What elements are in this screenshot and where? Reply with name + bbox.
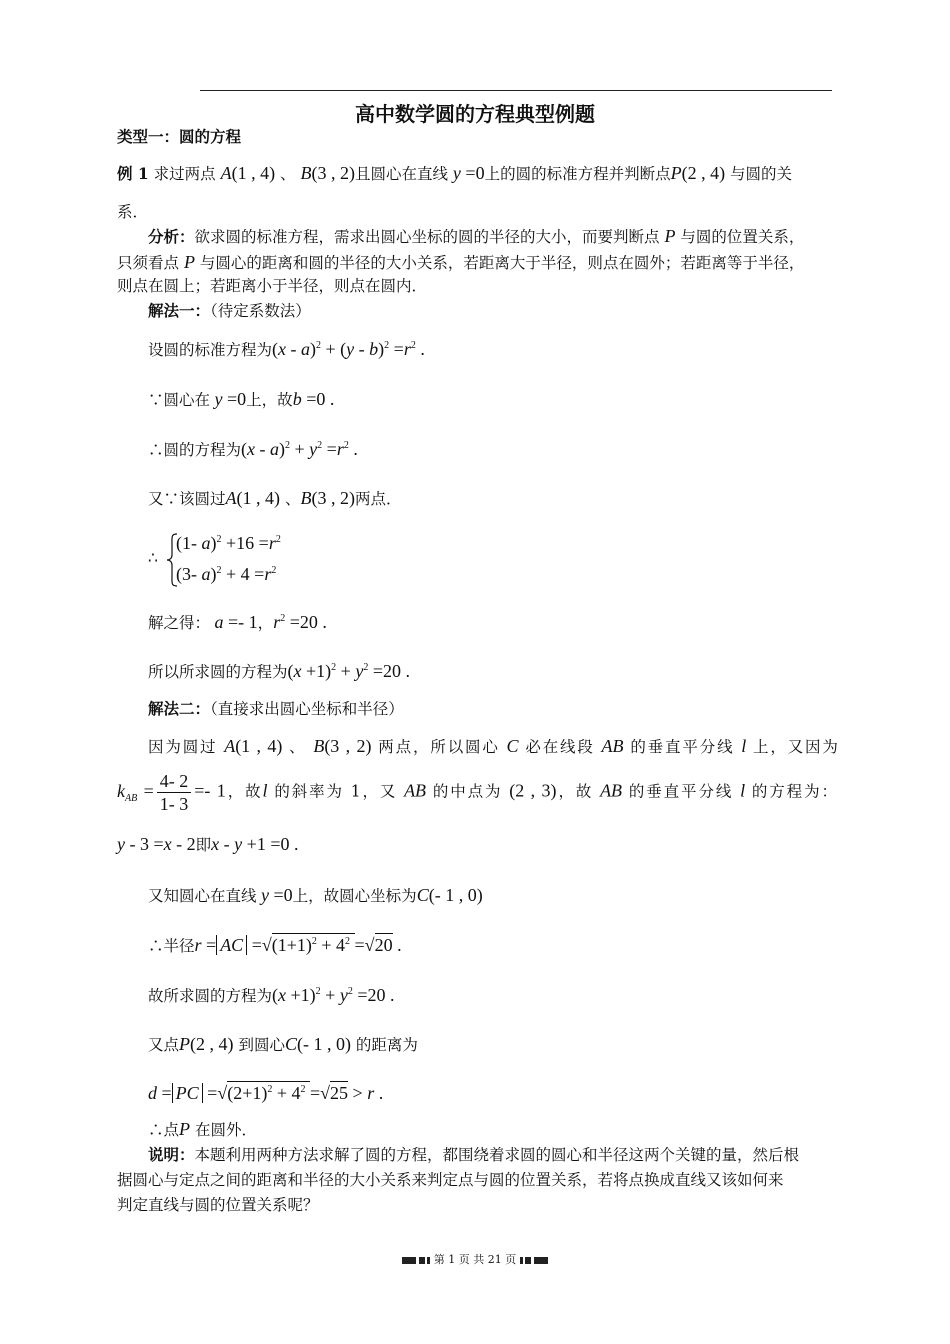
note-line-2: 据圆心与定点之间的距离和半径的大小关系来判定点与圆的位置关系，若将点换成直线又该如何来 <box>117 1171 784 1189</box>
method2-conclusion: ∴点P 在圆外． <box>148 1119 257 1139</box>
therefore-symbol: ∴ <box>148 549 158 567</box>
analysis-line-3: 则点在圆上；若距离小于半径，则点在圆内． <box>117 277 428 295</box>
method2-line-1: 因为圆过 A(1 , 4) 、 B(3 , 2) 两点，所以圆心 C 必在线段 AB 的垂直平分线 l 上，又因为 <box>148 736 838 756</box>
analysis-line-1: 分析：欲求圆的标准方程，需求出圆心坐标的圆的半径的大小，而要判断点 P 与圆的位置关系， <box>148 226 805 246</box>
method2-line-3: y - 3 =x - 2即x - y +1 =0 . <box>117 834 299 854</box>
analysis-line-2: 只须看点 P 与圆心的距离和圆的半径的大小关系，若距离大于半径，则点在圆外；若距离等于半径， <box>117 252 805 272</box>
method1-step-4: 又∵该圆过A(1 , 4) 、B(3 , 2)两点． <box>148 488 402 508</box>
system-equation-2: (3- $a)^2 + 4 =r^2$ <box>176 564 277 584</box>
method1-result: 所以所求圆的方程为$(x +1)^2 + y^2 =20$ . <box>148 661 410 681</box>
method2-line-4: 又知圆心在直线 y =0上，故圆心坐标为C(- 1 , 0) <box>148 885 483 905</box>
note-line-3: 判定直线与圆的位置关系呢？ <box>117 1196 319 1214</box>
method2-heading: 解法二：（直接求出圆心坐标和半径） <box>148 699 404 718</box>
method1-heading: 解法一：（待定系数法） <box>148 301 311 320</box>
method2-result: 故所求圆的方程为$(x +1)^2 + y^2 =20$ . <box>148 985 395 1005</box>
method2-distance-intro: 又点P(2 , 4) 到圆心C(- 1 , 0) 的距离为 <box>148 1034 418 1054</box>
method1-step-2: ∵圆心在 y =0上，故b =0 . <box>148 389 335 409</box>
method1-solution: 解之得： a =- 1，$r^2 =20$ . <box>148 612 327 632</box>
section-heading: 类型一：圆的方程 <box>117 127 242 146</box>
header-rule <box>200 90 832 91</box>
method2-line-2: $k_{AB}$ = $\frac{4- 2}{1- 3}$ =- 1，故l 的斜率为 1，又 AB 的中点为 (2 , 3)，故 AB 的垂直平分线 l 的方程为： <box>117 771 837 814</box>
method2-distance: d = PC $=√(2+1)^2 + 4^2 =√25 > r$ . <box>148 1083 384 1103</box>
system-equation-1: (1- $a)^2 +16 =r^2$ <box>176 533 281 553</box>
note-line-1: 说明：本题利用两种方法求解了圆的方程，都围绕着求圆的圆心和半径这两个关键的量，然后根 <box>148 1145 800 1164</box>
page-footer <box>0 1251 950 1267</box>
page-number: 第 1 页 共 21 页 <box>433 1253 517 1266</box>
example-line-1: 例 1 求过两点 A(1 , 4) 、 B(3 , 2)且圆心在直线 y =0上的圆的标准方程并判断点P(2 , 4) 与圆的关 <box>117 163 793 183</box>
method1-step-1: 设圆的标准方程为$(x - a)^2 + (y - b)^2 =r^2$ . <box>148 339 425 359</box>
page-title: 高中数学圆的方程典型例题 <box>355 102 595 126</box>
method2-radius: ∴半径r = AC $=√(1+1)^2 + 4^2 =√20$ . <box>148 935 402 955</box>
method1-step-3: ∴圆的方程为$(x - a)^2 + y^2 =r^2$ . <box>148 439 358 459</box>
example-line-2: 系． <box>117 203 149 221</box>
